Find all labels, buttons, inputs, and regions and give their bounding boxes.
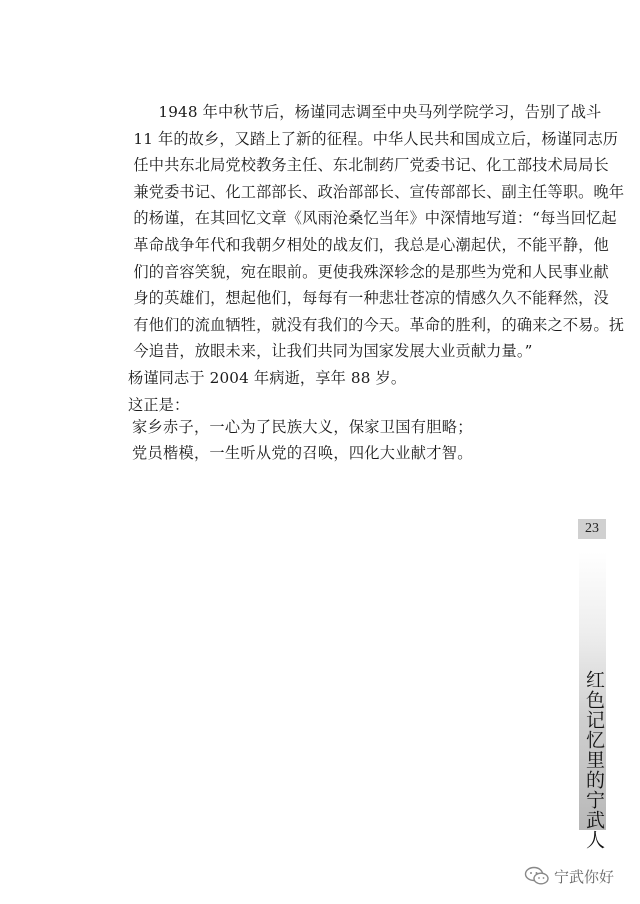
poem-line-2: 党员楷模，一生听从党的召唤，四化大业献才智。 xyxy=(132,444,473,462)
text-line: 革命战争年代和我朝夕相处的战友们，我总是心潮起伏，不能平静，他 xyxy=(133,235,609,254)
text-line: 的杨谨，在其回忆文章《风雨沧桑忆当年》中深情地写道：“每当回忆起 xyxy=(133,209,617,228)
poem-line-1: 家乡赤子，一心为了民族大义，保家卫国有胆略； xyxy=(132,418,473,436)
page-number: 23 xyxy=(578,519,606,539)
text-line: 兼党委书记、化工部部长、政治部部长、宣传部部长、副主任等职。晚年 xyxy=(133,182,625,201)
text-line: 任中共东北局党校教务主任、东北制药厂党委书记、化工部技术局局长 xyxy=(133,156,609,175)
wechat-logo-icon xyxy=(524,866,550,886)
book-title-vertical: 红色记忆里的宁武人 xyxy=(583,670,605,850)
watermark xyxy=(524,864,614,888)
watermark-text: 宁武你好 xyxy=(554,867,615,886)
paragraph-3: 这正是： xyxy=(128,395,190,414)
text-line: 有他们的流血牺牲，就没有我们的今天。革命的胜利，的确来之不易。抚 xyxy=(133,315,625,334)
text-line: 1948 年中秋节后，杨谨同志调至中央马列学院学习，告别了战斗 xyxy=(158,103,602,121)
text-line: 身的英雄们，想起他们，每每有一种悲壮苍凉的情感久久不能释然，没 xyxy=(133,289,609,308)
text-line: 11 年的故乡，又踏上了新的征程。中华人民共和国成立后，杨谨同志历 xyxy=(133,129,619,148)
body-text xyxy=(103,99,625,418)
text-line: 们的音容笑貌，宛在眼前。更使我殊深轸念的是那些为党和人民事业献 xyxy=(133,262,609,281)
paragraph-1 xyxy=(103,99,625,365)
text-line: 今追昔，放眼未来，让我们共同为国家发展大业贡献力量。” xyxy=(133,342,533,361)
paragraph-2: 杨谨同志于 2004 年病逝，享年 88 岁。 xyxy=(128,368,407,387)
